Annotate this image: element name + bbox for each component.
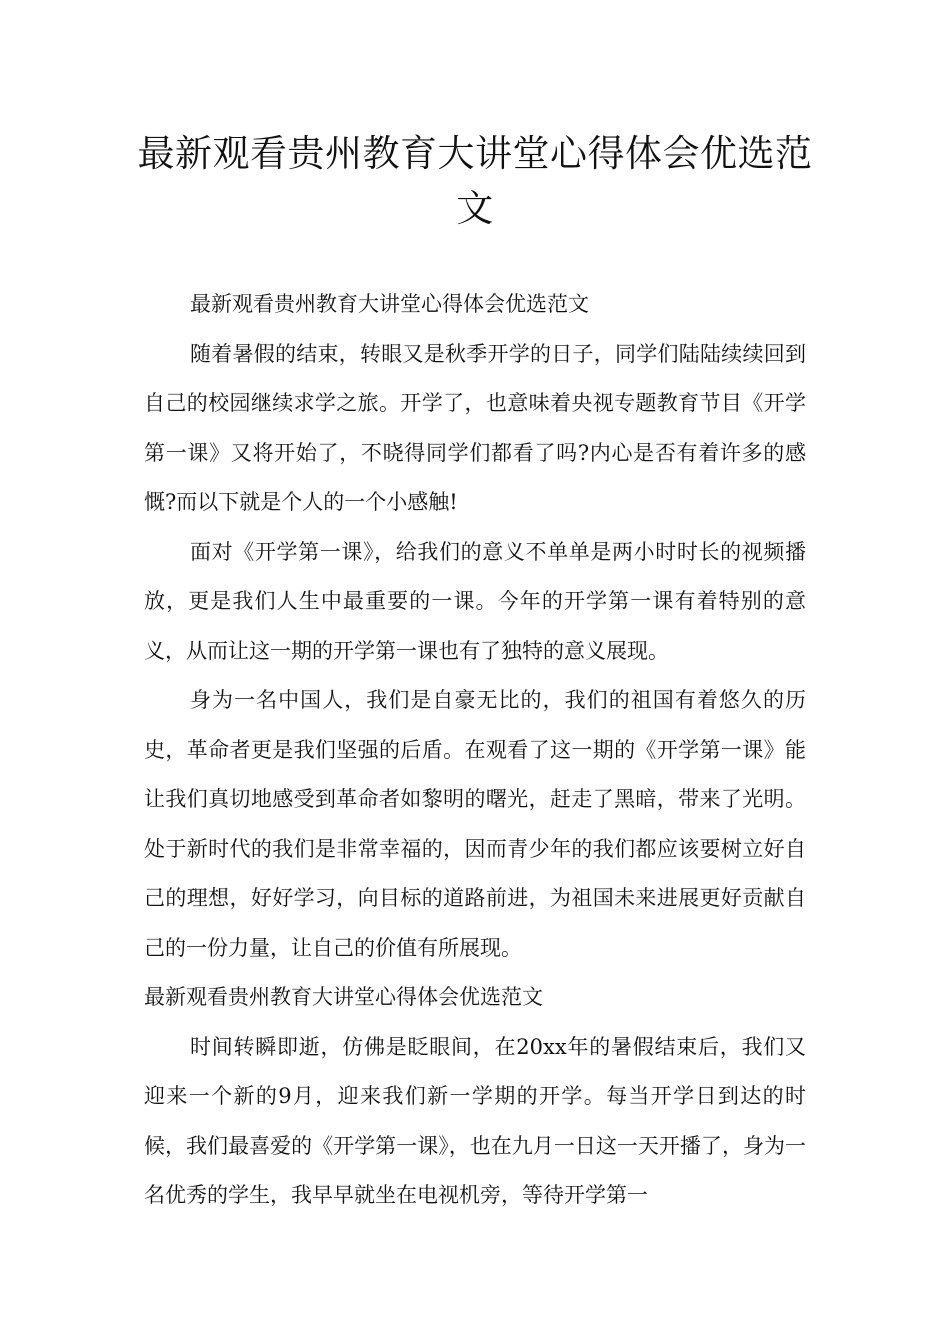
paragraph-heading: 最新观看贵州教育大讲堂心得体会优选范文 [190,292,589,316]
document-body [144,280,806,1221]
paragraph: 时间转瞬即逝，仿佛是眨眼间，在20xx年的暑假结束后，我们又迎来一个新的9月，迎来我们新一学期的开学。每当开学日到达的时候，我们最喜爱的《开学第一课》，也在九月一日这一天开播了，身为一名优秀的学生，我早早就坐在电视机旁，等待开学第一 [144,1034,806,1207]
document-title: 最新观看贵州教育大讲堂心得体会优选范文 [137,132,813,230]
paragraph: 面对《开学第一课》，给我们的意义不单单是两小时时长的视频播放，更是我们人生中最重要的一课。今年的开学第一课有着特别的意义，从而让这一期的开学第一课也有了独特的意义展现。 [144,539,806,663]
paragraph: 随着暑假的结束，转眼又是秋季开学的日子，同学们陆陆续续回到自己的校园继续求学之旅。开学了，也意味着央视专题教育节目《开学第一课》又将开始了，不晓得同学们都看了吗?内心是否有着许多的感慨?而以下就是个人的一个小感触! [144,341,806,514]
paragraph-heading: 最新观看贵州教育大讲堂心得体会优选范文 [144,985,543,1009]
paragraph: 身为一名中国人，我们是自豪无比的，我们的祖国有着悠久的历史，革命者更是我们坚强的后盾。在观看了这一期的《开学第一课》能让我们真切地感受到革命者如黎明的曙光，赶走了黑暗，带来了光明。处于新时代的我们是非常幸福的，因而青少年的我们都应该要树立好自己的理想，好好学习，向目标的道路前进，为祖国未来进展更好贡献自己的一份力量，让自己的价值有所展现。 [144,688,806,960]
